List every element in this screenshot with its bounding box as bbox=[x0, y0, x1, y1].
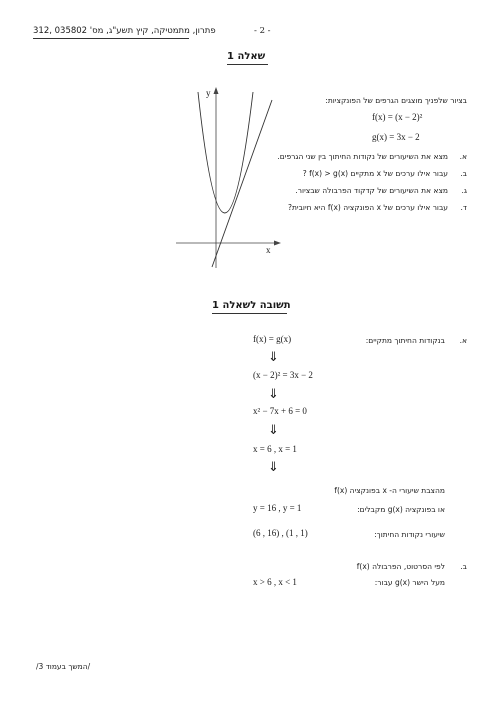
answer-part-b-result: x > 6 , x < 1 bbox=[253, 577, 297, 587]
substitution-text-line1: מהצבת שיעורי ה- x בפונקציה f(x) bbox=[334, 486, 445, 495]
answer-part-b-letter: ב. bbox=[460, 562, 467, 571]
y-values: y = 16 , y = 1 bbox=[253, 503, 302, 513]
answer-title: תשובה לשאלה 1 bbox=[212, 300, 291, 311]
intersection-points-label: שיעורי נקודות החיתוך: bbox=[374, 530, 445, 539]
question-part-d-text: עבור אילו ערכים של x הפונקציה f(x) היא חיובית? bbox=[287, 203, 448, 212]
question-part-c-text: מצא את השיעורים של קדקוד הפרבולה שבציור. bbox=[295, 186, 448, 195]
substitution-text-line2: או בפונקציה g(x) מקבלים: bbox=[357, 505, 445, 514]
function-graph bbox=[166, 84, 286, 274]
answer-part-b-line2: מעל הישר g(x) עבור: bbox=[374, 578, 445, 587]
parabola-f-curve bbox=[198, 92, 253, 213]
header-underline bbox=[33, 38, 189, 39]
answer-part-b-line1: לפי הסרטוט, הפרבולה f(x) bbox=[356, 562, 445, 571]
equation-step-4: x = 6 , x = 1 bbox=[253, 444, 297, 454]
continued-note: /המשך בעמוד 3/ bbox=[36, 662, 91, 671]
question-part-a-letter: א. bbox=[459, 152, 467, 161]
answer-title-underline bbox=[212, 313, 287, 314]
equation-step-2: (x − 2)² = 3x − 2 bbox=[253, 370, 313, 380]
function-g-definition: g(x) = 3x − 2 bbox=[372, 132, 420, 142]
implies-arrow-3: ⇓ bbox=[268, 423, 279, 438]
answer-part-a-letter: א. bbox=[459, 336, 467, 345]
x-axis-label: x bbox=[266, 245, 271, 255]
equation-step-3: x² − 7x + 6 = 0 bbox=[253, 406, 307, 416]
question-part-c-letter: ג. bbox=[461, 186, 467, 195]
page-number: - 2 - bbox=[254, 26, 271, 36]
question-part-b-text: עבור אילו ערכים של x מתקיים f(x) > g(x) ? bbox=[302, 169, 448, 178]
equation-step-1: f(x) = g(x) bbox=[253, 334, 292, 344]
question-title: שאלה 1 bbox=[227, 51, 266, 62]
question-part-a-text: מצא את השיעורים של נקודות החיתוך בין שני הגרפים. bbox=[277, 152, 448, 161]
function-f-definition: f(x) = (x − 2)² bbox=[372, 112, 423, 122]
line-g bbox=[212, 100, 272, 267]
implies-arrow-1: ⇓ bbox=[268, 350, 279, 365]
question-part-b-letter: ב. bbox=[460, 169, 467, 178]
y-axis-arrow bbox=[214, 87, 219, 94]
implies-arrow-4: ⇓ bbox=[268, 460, 279, 475]
question-intro: בציור שלפניך מוצגים הגרפים של הפונקציות: bbox=[325, 96, 467, 105]
intersection-points: (6 , 16) , (1 , 1) bbox=[253, 528, 308, 538]
question-part-d-letter: ד. bbox=[460, 203, 467, 212]
implies-arrow-2: ⇓ bbox=[268, 387, 279, 402]
header-exam-info: פתרון, מתמטיקה, קיץ תשע"ג, מס' 035802 ,312 bbox=[33, 26, 216, 36]
y-axis-label: y bbox=[206, 88, 211, 98]
x-axis-arrow bbox=[274, 241, 281, 246]
answer-part-a-intro: בנקודות החיתוך מתקיים: bbox=[365, 336, 445, 345]
question-title-underline bbox=[227, 64, 268, 65]
